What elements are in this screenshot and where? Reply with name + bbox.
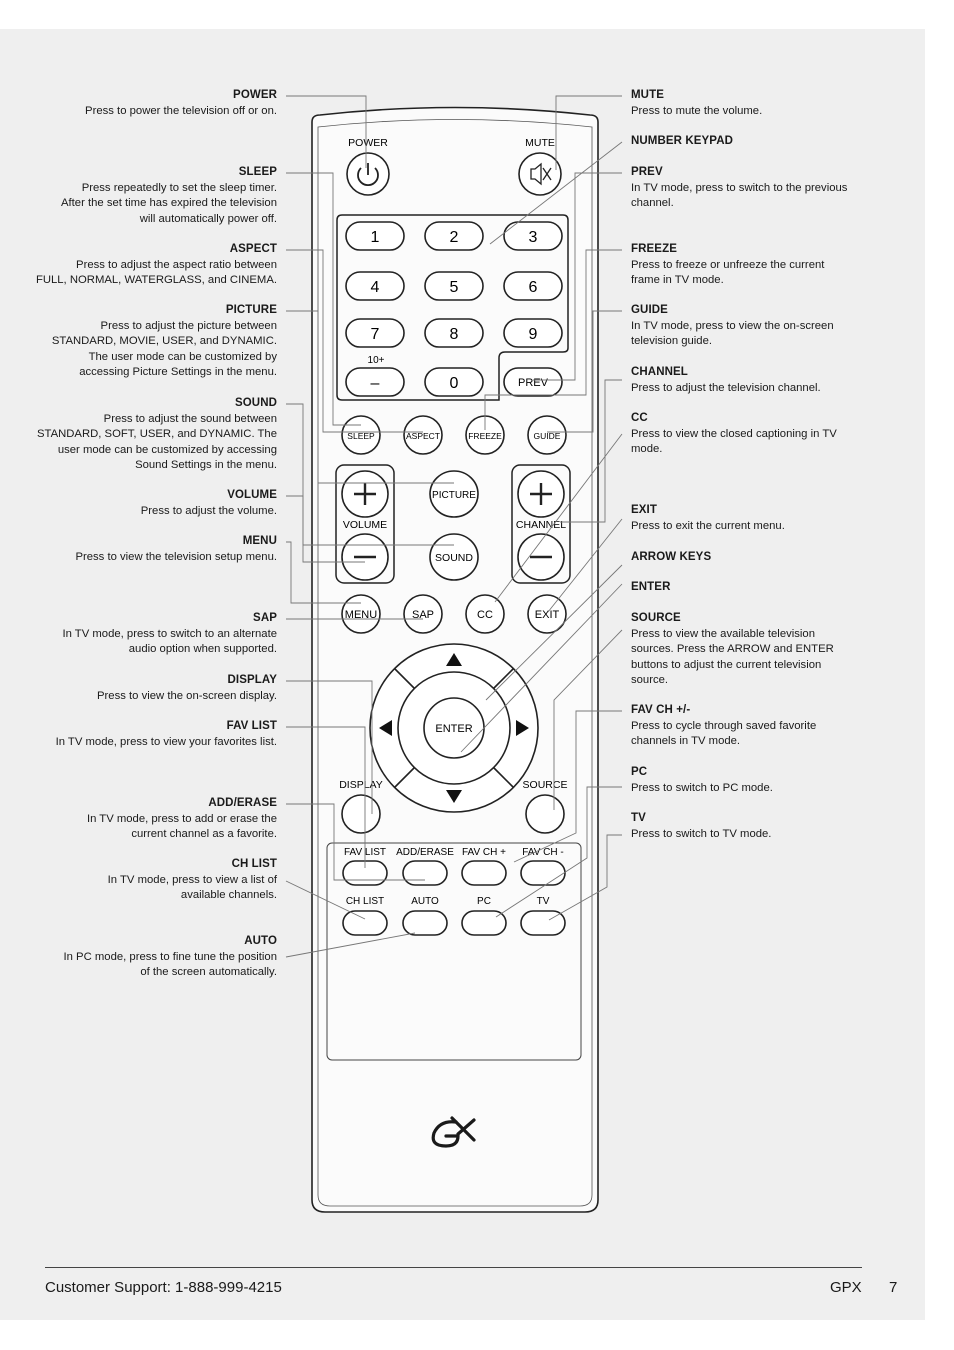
fav-row-1-label: ADD/ERASE	[396, 847, 454, 858]
fav-row-0-label: FAV LIST	[343, 847, 387, 858]
fav-row-2-label: FAV CH +	[462, 847, 506, 858]
picture-key-label: PICTURE	[432, 490, 476, 501]
chlist-callout-title: CH LIST	[231, 858, 277, 870]
aspect-callout-title: ASPECT	[229, 243, 277, 255]
pc-row-3-label: TV	[536, 896, 550, 907]
menu-callout-title: MENU	[242, 535, 277, 547]
key-7-label: 8	[449, 326, 459, 343]
sound-callout	[27, 396, 277, 474]
freeze-callout-desc: Press to freeze or unfreeze the current frame in TV mode.	[631, 258, 825, 286]
fav-row-2-button[interactable]	[462, 861, 506, 885]
picture-callout-desc: Press to adjust the picture between STANDARD, MOVIE, USER, and DYNAMIC. The user mode can be customized by accessing Picture Settings in the menu.	[51, 319, 277, 378]
tv-callout-desc: Press to switch to TV mode.	[631, 827, 772, 840]
volume-callout-desc: Press to adjust the volume.	[140, 504, 277, 517]
chlist-callout-desc: In TV mode, press to view a list of available channels.	[107, 873, 277, 901]
freeze-callout	[631, 242, 871, 289]
display-button[interactable]	[342, 795, 380, 833]
exit-callout-desc: Press to exit the current menu.	[631, 519, 785, 532]
arrows-callout-title: ARROW KEYS	[631, 551, 712, 563]
key-8-label: 9	[528, 326, 538, 343]
key-5-label: 6	[528, 279, 538, 296]
channel-callout-desc: Press to adjust the television channel.	[631, 381, 821, 394]
key-9-label: –	[370, 375, 380, 392]
fav-row-3-label: FAV CH -	[522, 847, 564, 858]
prev-callout-title: PREV	[631, 166, 663, 178]
key-4-label: 5	[449, 279, 459, 296]
customer-support-text: Customer Support: 1-888-999-4215	[45, 1279, 282, 1296]
freeze-callout-title: FREEZE	[631, 243, 677, 255]
guide-callout-title: GUIDE	[631, 304, 668, 316]
menu-callout	[27, 534, 277, 565]
guide-callout-desc: In TV mode, press to view the on-screen television guide.	[631, 319, 834, 347]
volume-label: VOLUME	[342, 519, 388, 531]
enter-callout	[631, 580, 871, 596]
volume-callout-title: VOLUME	[227, 489, 277, 501]
aspect-callout-desc: Press to adjust the aspect ratio between FULL, NORMAL, WATERGLASS, and CINEMA.	[35, 258, 277, 286]
guide-callout	[631, 303, 871, 350]
menu-row-3-label: EXIT	[534, 609, 560, 621]
pc-row-2-label: PC	[477, 896, 491, 907]
menu-row-0-label: MENU	[344, 609, 378, 621]
key-6-label: 7	[370, 326, 380, 343]
sound-callout-desc: Press to adjust the sound between STANDARD, SOFT, USER, and DYNAMIC. The user mode can be customized by accessing Sound Settings in the menu.	[36, 412, 277, 471]
func-1-label: ASPECT	[405, 431, 441, 441]
display-callout-desc: Press to view the on-screen display.	[97, 689, 277, 702]
source-button[interactable]	[526, 795, 564, 833]
pc-row-1-button[interactable]	[403, 911, 447, 935]
key-3-label: 4	[370, 279, 380, 296]
func-0-label: SLEEP	[347, 431, 375, 441]
func-3-label: GUIDE	[533, 431, 561, 441]
pc-callout-desc: Press to switch to PC mode.	[631, 781, 773, 794]
menu-row-1-label: SAP	[411, 609, 435, 621]
picture-callout-title: PICTURE	[225, 304, 277, 316]
exit-callout	[631, 503, 871, 534]
favlist-callout-title: FAV LIST	[226, 720, 277, 732]
sap-callout-title: SAP	[253, 612, 277, 624]
source-callout-title: SOURCE	[631, 612, 681, 624]
source-callout	[631, 611, 871, 689]
cc-callout	[631, 411, 871, 458]
channel-callout	[631, 365, 871, 396]
cc-callout-desc: Press to view the closed captioning in TV mode.	[631, 427, 837, 455]
mute-button[interactable]	[519, 153, 561, 195]
enter-key-label: ENTER	[435, 723, 473, 735]
favch-callout-desc: Press to cycle through saved favorite channels in TV mode.	[631, 719, 817, 747]
key-2-label: 3	[528, 229, 538, 246]
channel-label: CHANNEL	[515, 519, 567, 531]
display-callout-title: DISPLAY	[227, 674, 277, 686]
power-callout-desc: Press to power the television off or on.	[85, 104, 277, 117]
sleep-callout	[27, 165, 277, 227]
ten-plus-label: 10+	[367, 355, 385, 366]
favlist-callout	[27, 719, 277, 750]
channel-callout-title: CHANNEL	[631, 366, 688, 378]
footer-rule	[45, 1267, 862, 1268]
sleep-callout-title: SLEEP	[238, 166, 277, 178]
volume-callout	[27, 488, 277, 519]
exit-callout-title: EXIT	[631, 504, 657, 516]
pc-row-1-label: AUTO	[411, 896, 439, 907]
auto-callout	[27, 934, 277, 981]
display-key-label: DISPLAY	[339, 779, 383, 791]
pc-callout-title: PC	[631, 766, 648, 778]
display-callout	[27, 673, 277, 704]
tv-callout	[631, 811, 871, 842]
mute-callout-title: MUTE	[631, 89, 664, 101]
sap-callout-desc: In TV mode, press to switch to an alternate audio option when supported.	[62, 627, 277, 655]
auto-callout-desc: In PC mode, press to fine tune the position of the screen automatically.	[63, 950, 277, 978]
adderase-callout	[27, 796, 277, 843]
menu-callout-desc: Press to view the television setup menu.	[75, 550, 277, 563]
key-1-label: 2	[449, 229, 459, 246]
sound-callout-title: SOUND	[234, 397, 277, 409]
picture-callout	[27, 303, 277, 381]
mute-key-label: MUTE	[525, 137, 555, 149]
fav-row-3-button[interactable]	[521, 861, 565, 885]
sleep-callout-desc: Press repeatedly to set the sleep timer. After the set time has expired the television will automatically power off.	[60, 181, 277, 225]
func-2-label: FREEZE	[468, 431, 502, 441]
source-key-label: SOURCE	[522, 779, 568, 791]
aspect-callout	[27, 242, 277, 289]
enter-callout-title: ENTER	[631, 581, 671, 593]
prev-callout-desc: In TV mode, press to switch to the previous channel.	[631, 181, 848, 209]
keypad-callout-title: NUMBER KEYPAD	[631, 135, 734, 147]
mute-callout	[631, 88, 871, 119]
tv-callout-title: TV	[631, 812, 646, 824]
mute-callout-desc: Press to mute the volume.	[631, 104, 763, 117]
prev-callout	[631, 165, 871, 212]
fav-row-1-button[interactable]	[403, 861, 447, 885]
key-11-label: PREV	[518, 377, 548, 389]
auto-callout-title: AUTO	[244, 935, 277, 947]
power-callout-title: POWER	[233, 89, 277, 101]
menu-row-2-label: CC	[477, 609, 493, 621]
adderase-callout-title: ADD/ERASE	[208, 797, 277, 809]
cc-callout-title: CC	[631, 412, 648, 424]
key-0-label: 1	[370, 229, 380, 246]
pc-row-0-label: CH LIST	[345, 896, 385, 907]
favch-callout-title: FAV CH +/-	[631, 704, 691, 716]
key-10-label: 0	[449, 375, 459, 392]
adderase-callout-desc: In TV mode, press to add or erase the current channel as a favorite.	[86, 812, 277, 840]
power-callout	[27, 88, 277, 119]
page-number: 7	[889, 1279, 898, 1296]
chlist-callout	[27, 857, 277, 904]
sap-callout	[27, 611, 277, 658]
pc-callout	[631, 765, 871, 796]
favlist-callout-desc: In TV mode, press to view your favorites list.	[55, 735, 277, 748]
source-callout-desc: Press to view the available television sources. Press the ARROW and ENTER buttons to adjust the current television source.	[631, 627, 834, 686]
power-key-label: POWER	[348, 137, 388, 149]
favch-callout	[631, 703, 871, 750]
keypad-callout	[631, 134, 871, 150]
arrows-callout	[631, 550, 871, 566]
pc-row-0-button[interactable]	[343, 911, 387, 935]
sound-key-label: SOUND	[435, 552, 473, 564]
footer-brand: GPX	[830, 1279, 862, 1296]
